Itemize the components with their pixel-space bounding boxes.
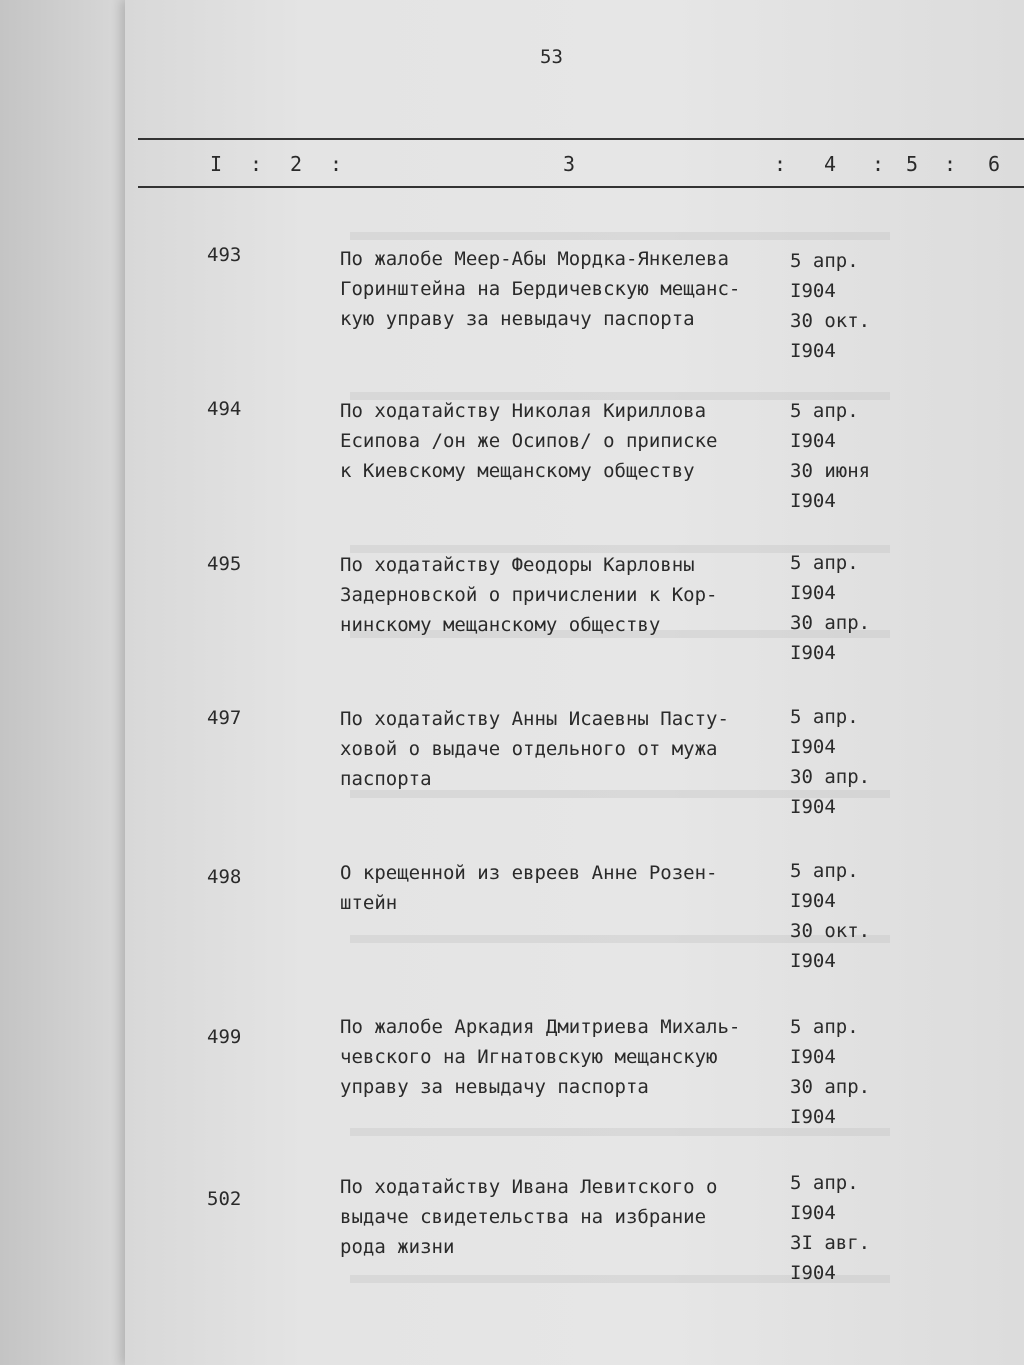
entry-dates — [790, 1012, 900, 1132]
entry-line: штейн — [340, 892, 398, 914]
entry-line: кую управу за невыдачу паспорта — [340, 308, 695, 330]
entry-description — [340, 704, 790, 794]
entry-line: рода жизни — [340, 1236, 455, 1258]
start-year: I904 — [790, 1046, 836, 1068]
column-header-5: 5 — [906, 152, 919, 176]
entry-number: 497 — [207, 707, 242, 729]
entry-dates — [790, 702, 900, 822]
end-date: 30 апр. — [790, 612, 871, 634]
end-year: I904 — [790, 796, 836, 818]
column-header-3: 3 — [563, 152, 576, 176]
entry-line: По жалобе Меер-Абы Мордка-Янкелева — [340, 248, 729, 270]
end-year: I904 — [790, 950, 836, 972]
entry-line: По жалобе Аркадия Дмитриева Михаль- — [340, 1016, 741, 1038]
entry-line: По ходатайству Феодоры Карловны — [340, 554, 695, 576]
start-date: 5 апр. — [790, 860, 859, 882]
entry-description — [340, 858, 790, 918]
column-separator: : — [330, 152, 343, 176]
entry-description — [340, 550, 790, 640]
entry-line: ховой о выдаче отдельного от мужа — [340, 738, 718, 760]
start-date: 5 апр. — [790, 1172, 859, 1194]
end-year: I904 — [790, 340, 836, 362]
end-year: I904 — [790, 1262, 836, 1284]
entry-line: По ходатайству Николая Кириллова — [340, 400, 707, 422]
column-header-6: 6 — [988, 152, 1001, 176]
column-separator: : — [944, 152, 957, 176]
column-separator: : — [872, 152, 885, 176]
start-year: I904 — [790, 736, 836, 758]
end-date: 3I авг. — [790, 1232, 871, 1254]
start-year: I904 — [790, 430, 836, 452]
end-date: 30 июня — [790, 460, 871, 482]
entry-line: паспорта — [340, 768, 432, 790]
start-date: 5 апр. — [790, 250, 859, 272]
entry-description — [340, 1172, 790, 1262]
entry-line: По ходатайству Ивана Левитского о — [340, 1176, 718, 1198]
entry-dates — [790, 246, 900, 366]
entry-line: О крещенной из евреев Анне Розен- — [340, 862, 718, 884]
entry-description — [340, 396, 790, 486]
end-date: 30 окт. — [790, 310, 871, 332]
page-number: 53 — [540, 46, 563, 68]
start-date: 5 апр. — [790, 552, 859, 574]
column-header-4: 4 — [824, 152, 837, 176]
entry-description — [340, 1012, 790, 1102]
column-separator: : — [774, 152, 787, 176]
entry-dates — [790, 856, 900, 976]
column-separator: : — [250, 152, 263, 176]
start-date: 5 апр. — [790, 1016, 859, 1038]
entry-line: управу за невыдачу паспорта — [340, 1076, 649, 1098]
document-sheet — [125, 0, 1024, 1365]
entry-line: выдаче свидетельства на избрание — [340, 1206, 707, 1228]
facing-page-edge — [0, 0, 140, 1365]
column-header-1: I — [210, 152, 223, 176]
column-header-2: 2 — [290, 152, 303, 176]
entry-dates — [790, 548, 900, 668]
entry-dates — [790, 1168, 900, 1288]
end-year: I904 — [790, 1106, 836, 1128]
start-year: I904 — [790, 890, 836, 912]
end-date: 30 окт. — [790, 920, 871, 942]
entry-number: 495 — [207, 553, 242, 575]
entry-number: 502 — [207, 1188, 242, 1210]
entry-number: 493 — [207, 244, 242, 266]
entry-line: Горинштейна на Бердичевскую мещанс- — [340, 278, 741, 300]
column-header-row — [138, 138, 1024, 188]
entry-line: нинскому мещанскому обществу — [340, 614, 661, 636]
entry-line: По ходатайству Анны Исаевны Пасту- — [340, 708, 729, 730]
entry-line: Задерновской о причислении к Кор- — [340, 584, 718, 606]
entry-line: к Киевскому мещанскому обществу — [340, 460, 695, 482]
start-year: I904 — [790, 582, 836, 604]
end-date: 30 апр. — [790, 766, 871, 788]
entry-line: Есипова /он же Осипов/ о приписке — [340, 430, 718, 452]
end-year: I904 — [790, 642, 836, 664]
start-date: 5 апр. — [790, 400, 859, 422]
entry-description — [340, 244, 790, 334]
start-year: I904 — [790, 1202, 836, 1224]
start-year: I904 — [790, 280, 836, 302]
entry-number: 494 — [207, 398, 242, 420]
entry-number: 499 — [207, 1026, 242, 1048]
entry-line: чевского на Игнатовскую мещанскую — [340, 1046, 718, 1068]
end-date: 30 апр. — [790, 1076, 871, 1098]
end-year: I904 — [790, 490, 836, 512]
entry-number: 498 — [207, 866, 242, 888]
start-date: 5 апр. — [790, 706, 859, 728]
bleed-through — [350, 232, 890, 240]
entry-dates — [790, 396, 900, 516]
